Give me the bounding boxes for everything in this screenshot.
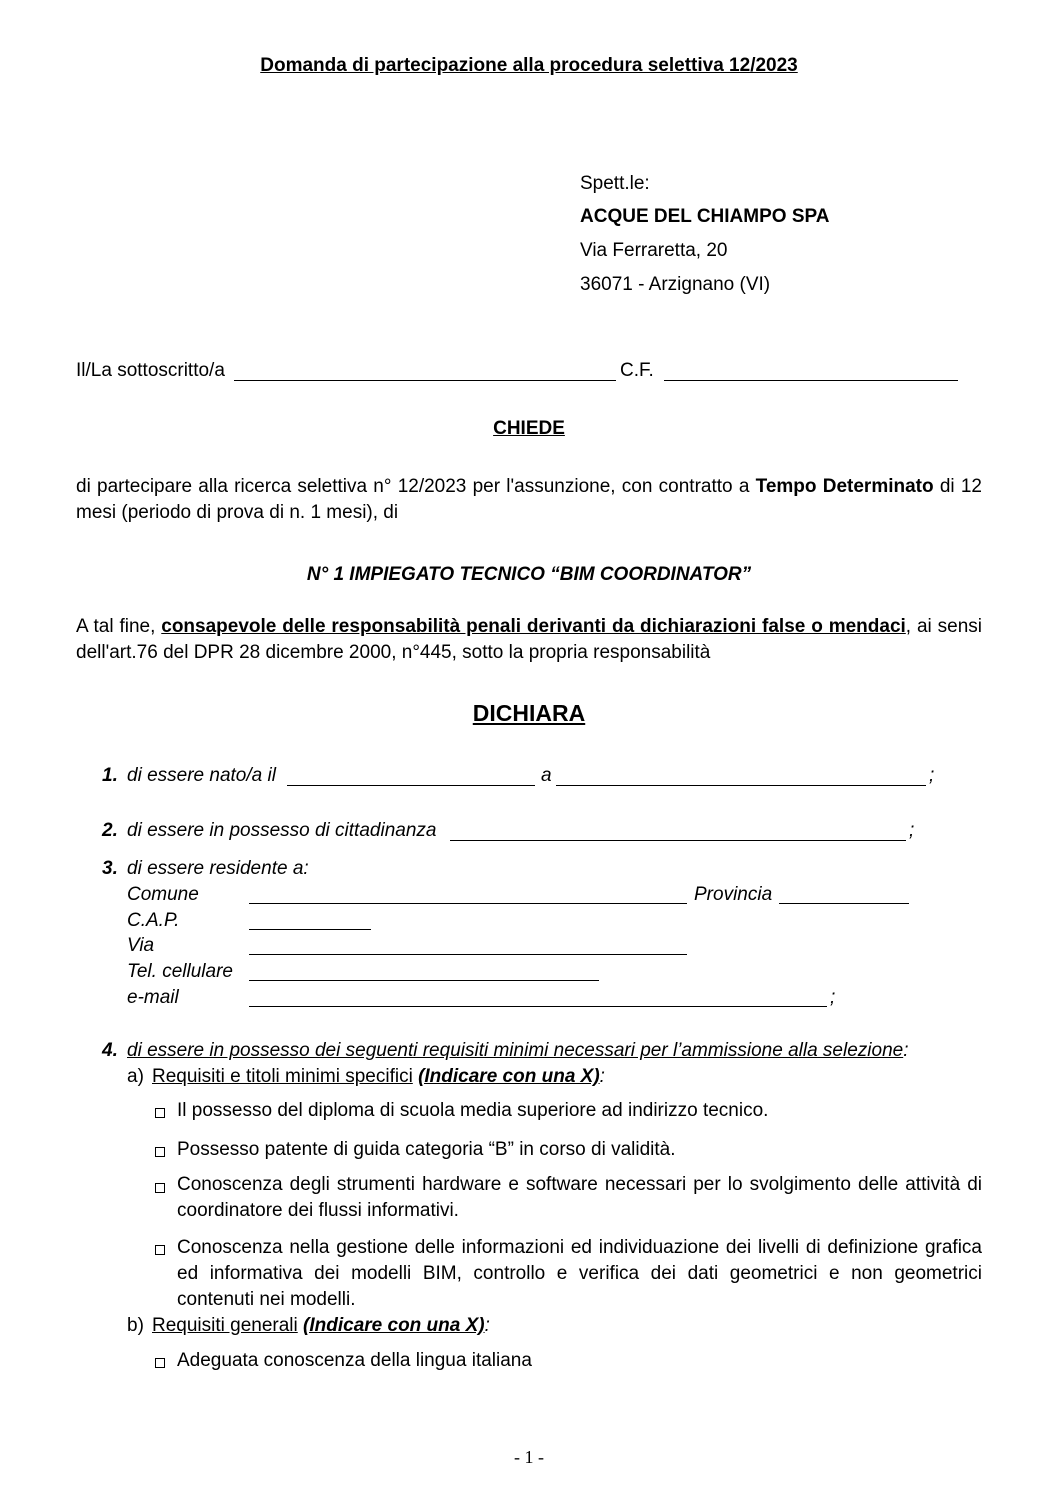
item3-number: 3. bbox=[102, 858, 118, 879]
requirement-b1-text: Adeguata conoscenza della lingua italiana bbox=[177, 1350, 532, 1371]
item1-number: 1. bbox=[102, 765, 118, 786]
document-title: Domanda di partecipazione alla procedura selettiva 12/2023 bbox=[260, 55, 798, 76]
page-number: - 1 - bbox=[514, 1447, 544, 1467]
item1-mid: a bbox=[541, 765, 552, 786]
tel-field[interactable] bbox=[249, 980, 599, 981]
item2-text: di essere in possesso di cittadinanza bbox=[127, 820, 437, 841]
item1-end: ; bbox=[929, 765, 935, 786]
section-a-title: Requisiti e titoli minimi specifici (Indicare con una X): bbox=[152, 1066, 605, 1087]
requirement-a4-text: Conoscenza nella gestione delle informazioni ed individuazione dei livelli di definizione grafica ed informativa dei modelli BIM, controllo e verifica dei dati geometrici e non geometrici contenuti nei modelli. bbox=[177, 1237, 982, 1310]
cf-label: C.F. bbox=[620, 360, 654, 381]
recipient-salutation: Spett.le: bbox=[580, 173, 650, 194]
requirement-a2-text: Possesso patente di guida categoria “B” in corso di validità. bbox=[177, 1139, 676, 1160]
requirement-b1-checkbox[interactable] bbox=[155, 1358, 165, 1368]
email-label: e-mail bbox=[127, 987, 179, 1008]
cf-field[interactable] bbox=[664, 380, 958, 381]
item4-text: di essere in possesso dei seguenti requisiti minimi necessari per l’ammissione alla selezione: bbox=[127, 1040, 909, 1061]
comune-label: Comune bbox=[127, 884, 199, 905]
via-label: Via bbox=[127, 935, 155, 956]
cap-label: C.A.P. bbox=[127, 910, 180, 931]
declaration-heading: DICHIARA bbox=[472, 700, 586, 726]
provincia-label: Provincia bbox=[694, 884, 773, 905]
requirement-a2-checkbox[interactable] bbox=[155, 1147, 165, 1157]
citizenship-field[interactable] bbox=[450, 840, 906, 841]
requirement-a3-checkbox[interactable] bbox=[155, 1183, 165, 1193]
item4-number: 4. bbox=[102, 1040, 118, 1061]
via-field[interactable] bbox=[249, 954, 687, 955]
recipient-city: 36071 - Arzignano (VI) bbox=[580, 274, 771, 295]
email-field[interactable] bbox=[249, 1006, 827, 1007]
tel-label: Tel. cellulare bbox=[127, 961, 233, 982]
item2-end: ; bbox=[909, 820, 915, 841]
item3-end: ; bbox=[830, 987, 836, 1008]
comune-field[interactable] bbox=[249, 903, 687, 904]
requirement-a1-checkbox[interactable] bbox=[155, 1108, 165, 1118]
applicant-name-field[interactable] bbox=[234, 380, 616, 381]
provincia-field[interactable] bbox=[779, 903, 909, 904]
awareness-text: A tal fine, consapevole delle responsabilità penali derivanti da dichiarazioni false o mendaci, ai sensi dell'art.76 del DPR 28 dicembre 2000, n°445, sotto la propria responsabilità bbox=[76, 616, 982, 663]
request-text: di partecipare alla ricerca selettiva n° 12/2023 per l'assunzione, con contratto a Tempo Determinato di 12 mesi (periodo di prova di n. 1 mesi), di bbox=[76, 476, 982, 523]
section-b-label: b) bbox=[127, 1315, 144, 1336]
position-title: N° 1 IMPIEGATO TECNICO “BIM COORDINATOR” bbox=[306, 564, 752, 585]
item3-text: di essere residente a: bbox=[127, 858, 309, 879]
requirement-a1-text: Il possesso del diploma di scuola media superiore ad indirizzo tecnico. bbox=[177, 1100, 769, 1121]
request-heading: CHIEDE bbox=[493, 418, 565, 439]
recipient-company: ACQUE DEL CHIAMPO SPA bbox=[580, 206, 830, 227]
requirement-a4-checkbox[interactable] bbox=[155, 1245, 165, 1255]
item1-text: di essere nato/a il bbox=[127, 765, 276, 786]
cap-field[interactable] bbox=[249, 929, 371, 930]
section-a-label: a) bbox=[127, 1066, 144, 1087]
section-b-title: Requisiti generali (Indicare con una X): bbox=[152, 1315, 490, 1336]
requirement-a3-text: Conoscenza degli strumenti hardware e software necessari per lo svolgimento delle attività di coordinatore dei flussi informativi. bbox=[177, 1174, 982, 1221]
applicant-label: Il/La sottoscritto/a bbox=[76, 360, 225, 381]
birth-place-field[interactable] bbox=[556, 785, 926, 786]
recipient-street: Via Ferraretta, 20 bbox=[580, 240, 728, 261]
item2-number: 2. bbox=[102, 820, 118, 841]
birth-date-field[interactable] bbox=[287, 785, 535, 786]
